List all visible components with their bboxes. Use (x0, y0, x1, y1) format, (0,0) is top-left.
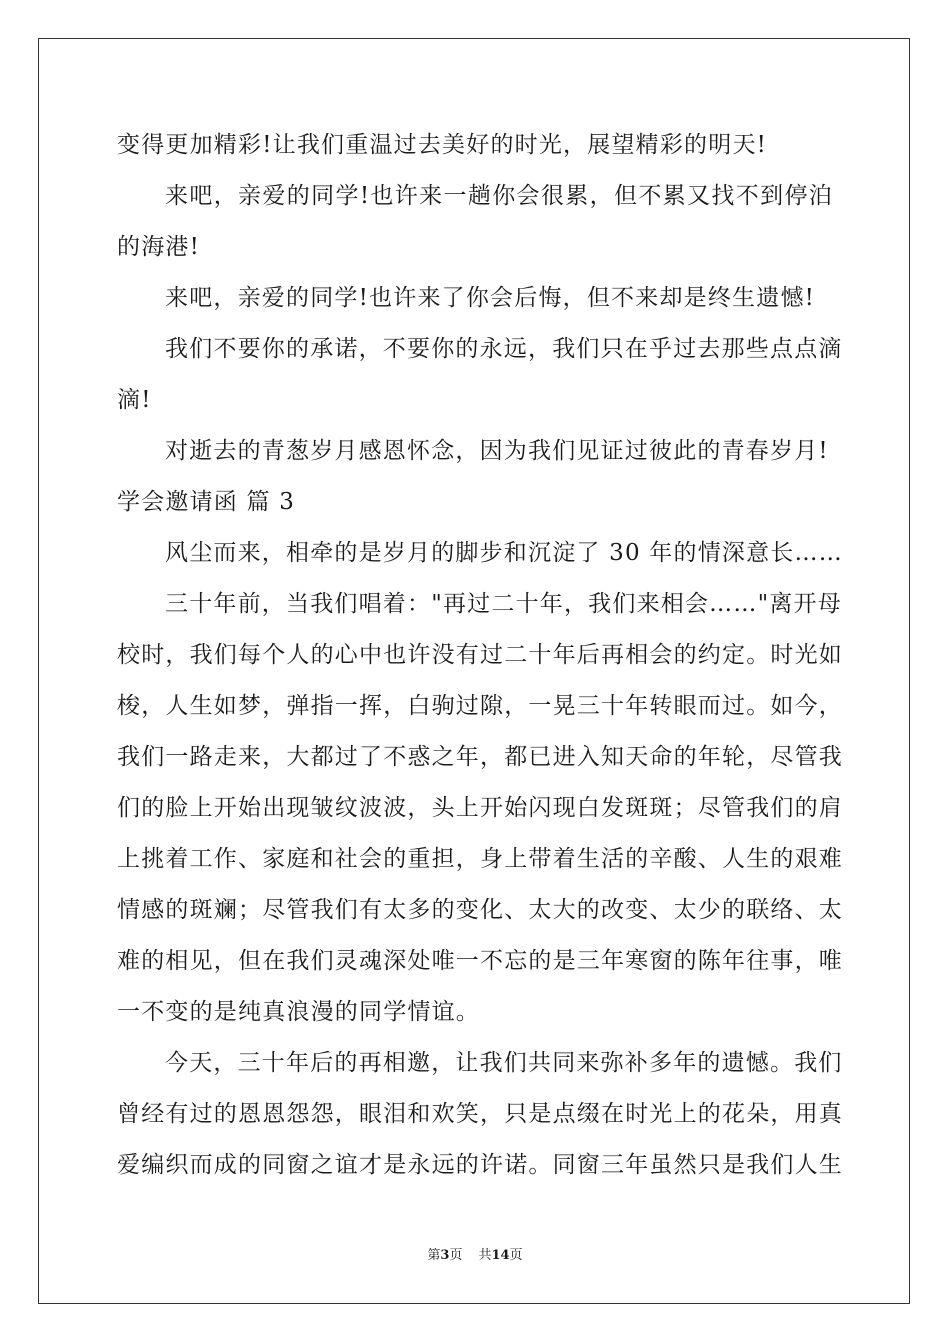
total-suffix: 页 (509, 1248, 523, 1263)
page-footer (0, 1244, 950, 1263)
text-line: 对逝去的青葱岁月感恩怀念，因为我们见证过彼此的青春岁月! (165, 438, 829, 464)
page-number: 3 (440, 1248, 450, 1263)
text-line: 我们一路走来，大都过了不惑之年，都已进入知天命的年轮，尽管我 (117, 744, 843, 770)
text-line: 梭，人生如梦，弹指一挥，白驹过隙，一晃三十年转眼而过。如今， (117, 693, 843, 719)
text-line: 的海港! (117, 234, 201, 260)
page-prefix: 第 (427, 1248, 441, 1263)
text-line: 今天，三十年后的再相邀，让我们共同来弥补多年的遗憾。我们 (165, 1050, 843, 1076)
text-line: 校时，我们每个人的心中也许没有过二十年后再相会的约定。时光如 (117, 642, 843, 668)
total-pages: 14 (491, 1248, 510, 1263)
text-line: 曾经有过的恩恩怨怨，眼泪和欢笑，只是点缀在时光上的花朵，用真 (117, 1101, 843, 1127)
text-line: 们的脸上开始出现皱纹波波，头上开始闪现白发斑斑；尽管我们的肩 (117, 795, 843, 821)
text-line: 来吧，亲爱的同学!也许来一趟你会很累，但不累又找不到停泊 (165, 183, 833, 209)
text-line: 三十年前，当我们唱着："再过二十年，我们来相会……"离开母 (165, 591, 842, 617)
text-line: 我们不要你的承诺，不要你的永远，我们只在乎过去那些点点滴 (165, 336, 843, 362)
page-suffix: 页 (449, 1248, 463, 1263)
total-prefix: 共 (478, 1248, 492, 1263)
text-line: 滴! (117, 387, 152, 413)
text-line: 难的相见，但在我们灵魂深处唯一不忘的是三年寒窗的陈年往事，唯 (117, 948, 843, 974)
text-line: 变得更加精彩!让我们重温过去美好的时光，展望精彩的明天! (117, 132, 768, 158)
text-line: 风尘而来，相牵的是岁月的脚步和沉淀了 30 年的情深意长…… (165, 540, 843, 566)
text-line: 爱编织而成的同窗之谊才是永远的许诺。同窗三年虽然只是我们人生 (117, 1152, 843, 1178)
text-line: 情感的斑斓；尽管我们有太多的变化、太大的改变、太少的联络、太 (117, 897, 843, 923)
section-heading: 学会邀请函 篇 3 (117, 489, 296, 515)
text-line: 一不变的是纯真浪漫的同学情谊。 (117, 999, 480, 1025)
text-line: 来吧，亲爱的同学!也许来了你会后悔，但不来却是终生遗憾! (165, 285, 816, 311)
text-line: 上挑着工作、家庭和社会的重担，身上带着生活的辛酸、人生的艰难 (117, 846, 843, 872)
